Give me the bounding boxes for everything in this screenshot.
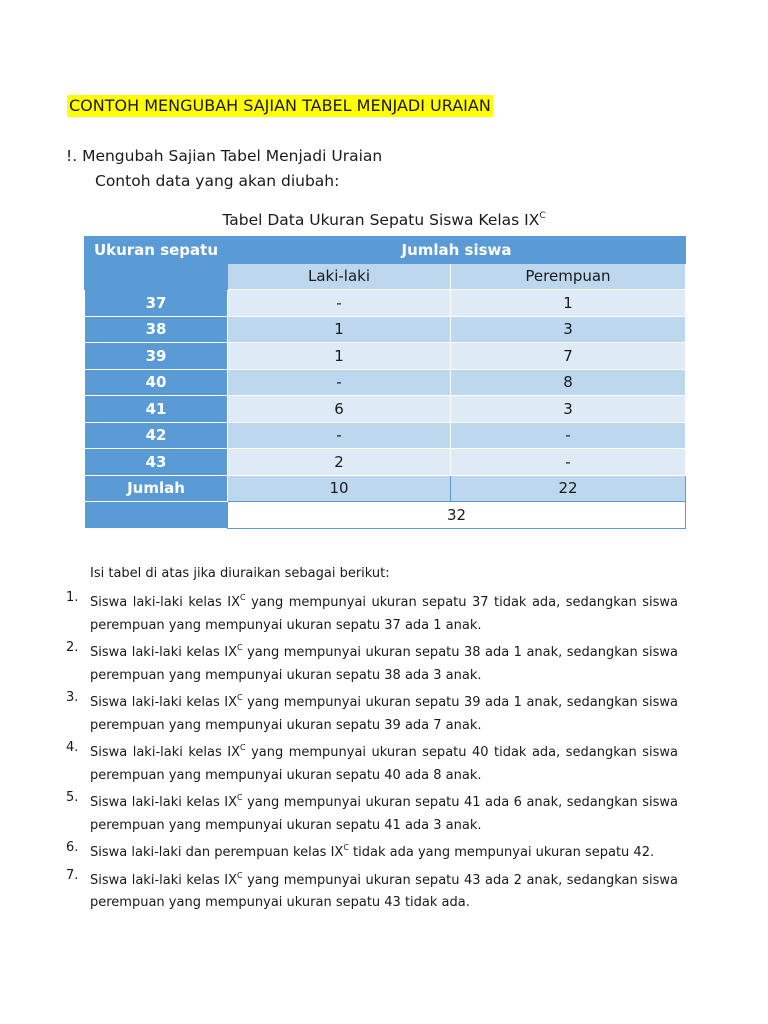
section-title: !. Mengubah Sajian Tabel Menjadi Uraian (66, 147, 383, 165)
table-caption (0, 211, 768, 229)
list-item-number: 7. (66, 867, 79, 883)
list-item-text: Siswa laki-laki kelas IX (90, 595, 240, 610)
table-grand-total-row (85, 502, 686, 529)
total-female: 22 (451, 475, 686, 502)
shoe-size-table (84, 236, 686, 529)
cell-female-count: 3 (451, 316, 686, 343)
table-row (85, 316, 686, 343)
list-item-text: Siswa laki-laki kelas IX (90, 695, 237, 710)
list-item-sup: C (236, 793, 243, 802)
list-item-text: Siswa laki-laki kelas IX (90, 872, 237, 888)
table-caption-sup: C (539, 211, 546, 221)
cell-shoe-size: 39 (85, 343, 228, 370)
list-item (66, 587, 678, 637)
cell-male-count: - (228, 369, 451, 396)
list-item (66, 865, 678, 915)
list-item (66, 687, 678, 737)
cell-shoe-size: 37 (85, 290, 228, 317)
cell-shoe-size: 40 (85, 369, 228, 396)
list-item-text-rest: yang mempunyai ukuran sepatu 40 tidak ada, sedangkan siswa perempuan yang mempunyai ukuran sepatu 40 ada 8 anak. (90, 745, 678, 783)
list-item-sup: C (236, 643, 243, 652)
list-item-number: 5. (66, 790, 79, 805)
list-item (66, 787, 678, 837)
list-item-text: Siswa laki-laki dan perempuan kelas IX (90, 845, 344, 860)
list-item (66, 637, 678, 687)
list-item-sup: C (239, 743, 246, 752)
cell-female-count: - (451, 449, 686, 476)
list-item-text-rest: yang mempunyai ukuran sepatu 38 ada 1 anak, sedangkan siswa perempuan yang mempunyai ukuran sepatu 38 ada 3 anak. (90, 645, 678, 683)
list-item (66, 837, 678, 865)
list-item-sup: C (236, 870, 243, 880)
table-row (85, 396, 686, 423)
header-female: Perempuan (451, 263, 686, 290)
header-male: Laki-laki (228, 263, 451, 290)
cell-male-count: - (228, 422, 451, 449)
header-shoe-size: Ukuran sepatu (85, 237, 228, 264)
cell-female-count: 8 (451, 369, 686, 396)
cell-shoe-size: 42 (85, 422, 228, 449)
table-header-row (85, 237, 686, 264)
cell-shoe-size: 41 (85, 396, 228, 423)
list-item-text-rest: yang mempunyai ukuran sepatu 41 ada 6 anak, sedangkan siswa perempuan yang mempunyai ukuran sepatu 41 ada 3 anak. (90, 795, 678, 833)
list-intro: Isi tabel di atas jika diuraikan sebagai berikut: (90, 566, 390, 581)
table-row (85, 343, 686, 370)
table-row (85, 449, 686, 476)
list-item-text-rest: yang mempunyai ukuran sepatu 43 ada 2 anak, sedangkan siswa perempuan yang mempunyai ukuran sepatu 43 tidak ada. (90, 872, 678, 910)
list-item-text: Siswa laki-laki kelas IX (90, 645, 237, 660)
cell-shoe-size: 38 (85, 316, 228, 343)
cell-male-count: 6 (228, 396, 451, 423)
page-heading: CONTOH MENGUBAH SAJIAN TABEL MENJADI URAIAN (69, 96, 491, 115)
list-item-text: Siswa laki-laki kelas IX (90, 745, 240, 760)
table-total-row (85, 475, 686, 502)
cell-female-count: - (451, 422, 686, 449)
list-item-text-rest: yang mempunyai ukuran sepatu 39 ada 1 anak, sedangkan siswa perempuan yang mempunyai ukuran sepatu 39 ada 7 anak. (90, 695, 678, 733)
list-item-text: Siswa laki-laki kelas IX (90, 795, 237, 810)
list-item (66, 737, 678, 787)
cell-male-count: - (228, 290, 451, 317)
list-item-number: 4. (66, 740, 79, 755)
cell-male-count: 2 (228, 449, 451, 476)
cell-female-count: 1 (451, 290, 686, 317)
cell-shoe-size: 43 (85, 449, 228, 476)
total-label: Jumlah (85, 475, 228, 502)
header-student-count: Jumlah siswa (228, 237, 686, 264)
cell-female-count: 7 (451, 343, 686, 370)
total-male: 10 (228, 475, 451, 502)
table-subheader-row (85, 263, 686, 290)
list-item-number: 1. (66, 590, 79, 605)
list-item-number: 3. (66, 690, 79, 705)
cell-male-count: 1 (228, 343, 451, 370)
list-item-text-rest: yang mempunyai ukuran sepatu 37 tidak ada, sedangkan siswa perempuan yang mempunyai ukuran sepatu 37 ada 1 anak. (90, 595, 678, 633)
list-item-number: 6. (66, 840, 79, 855)
description-list (66, 587, 678, 915)
list-item-sup: C (239, 593, 246, 602)
list-item-number: 2. (66, 640, 79, 655)
cell-male-count: 1 (228, 316, 451, 343)
grand-total: 32 (228, 502, 686, 529)
table-row (85, 290, 686, 317)
cell-female-count: 3 (451, 396, 686, 423)
grand-total-blank-cell (85, 502, 228, 529)
list-item-text-rest: tidak ada yang mempunyai ukuran sepatu 42. (348, 845, 655, 860)
table-caption-text: Tabel Data Ukuran Sepatu Siswa Kelas IX (222, 211, 540, 229)
list-item-sup: C (343, 843, 349, 852)
table-row (85, 422, 686, 449)
section-subtitle: Contoh data yang akan diubah: (95, 172, 340, 190)
header-blank-cell (85, 263, 228, 290)
list-item-sup: C (236, 693, 243, 702)
table-row (85, 369, 686, 396)
